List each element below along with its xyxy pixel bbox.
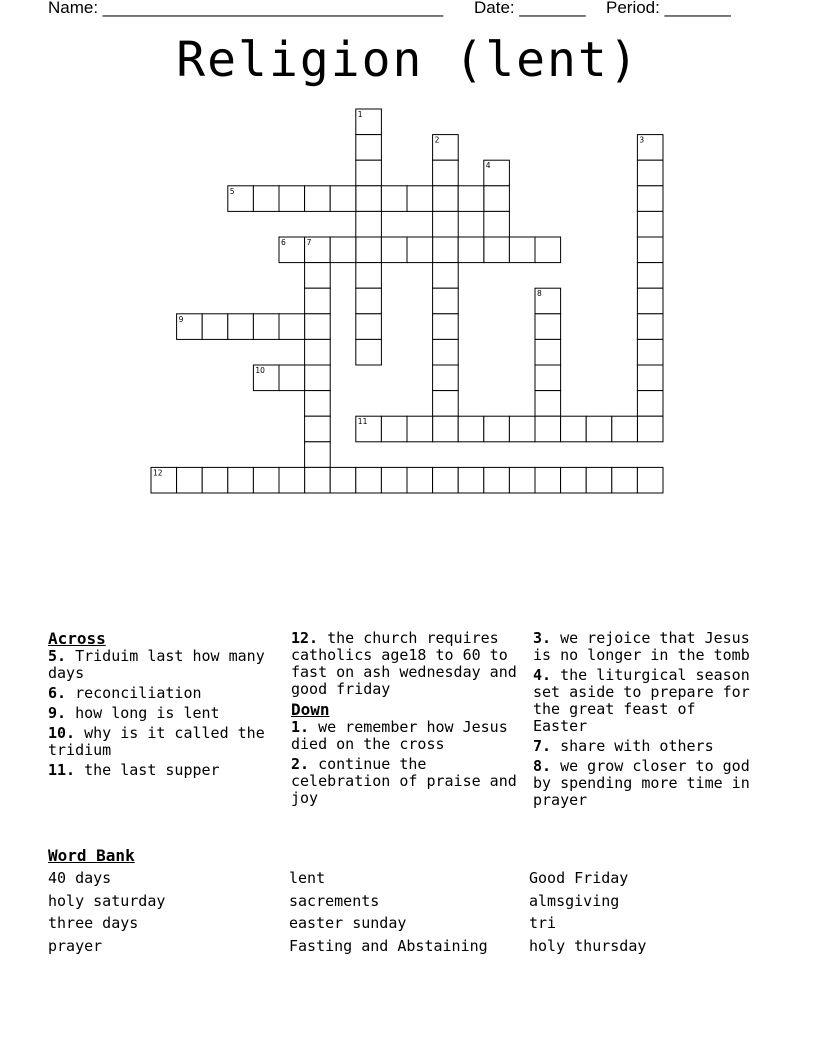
crossword-cell[interactable] — [381, 186, 407, 212]
crossword-cell[interactable] — [458, 416, 484, 442]
crossword-cell[interactable] — [535, 339, 561, 365]
clue-number: 11. — [48, 761, 76, 779]
clue-item — [291, 630, 525, 698]
word-bank-item: Fasting and Abstaining — [289, 937, 488, 956]
crossword-cell[interactable] — [228, 314, 254, 340]
crossword-cell[interactable] — [586, 467, 612, 493]
clue-text: why is it called the tridium — [48, 724, 265, 759]
crossword-cell[interactable] — [433, 467, 459, 493]
clue-number: 4. — [533, 666, 552, 684]
clue-item — [48, 648, 273, 682]
crossword-cell[interactable] — [356, 211, 382, 237]
crossword-cell[interactable] — [433, 288, 459, 314]
crossword-cell[interactable] — [637, 237, 663, 263]
crossword-cell[interactable] — [637, 160, 663, 186]
crossword-cell[interactable] — [637, 365, 663, 391]
clue-column-2 — [291, 630, 525, 810]
crossword-cell[interactable] — [612, 416, 638, 442]
crossword-cell[interactable] — [356, 288, 382, 314]
crossword-cell[interactable] — [637, 314, 663, 340]
crossword-cell[interactable] — [535, 416, 561, 442]
down-heading: Down — [291, 700, 330, 719]
crossword-cell[interactable] — [637, 211, 663, 237]
clue-item — [291, 756, 525, 807]
crossword-cell[interactable] — [535, 314, 561, 340]
crossword-cell[interactable] — [253, 186, 279, 212]
crossword-cell[interactable] — [407, 416, 433, 442]
clue-text: the liturgical season set aside to prepare for the great feast of Easter — [533, 666, 750, 735]
clue-text: Triduim last how many days — [48, 647, 265, 682]
date-field-label: Date: _______ — [474, 0, 586, 17]
crossword-cell[interactable] — [356, 186, 382, 212]
word-bank-item: lent — [289, 869, 326, 887]
crossword-cell[interactable] — [433, 314, 459, 340]
clue-number: 6. — [48, 684, 67, 702]
crossword-cell[interactable] — [202, 467, 228, 493]
crossword-cell[interactable] — [637, 339, 663, 365]
crossword-cell[interactable] — [253, 467, 279, 493]
crossword-cell[interactable] — [177, 467, 203, 493]
clue-number-label: 4 — [485, 161, 491, 171]
crossword-cell[interactable] — [433, 391, 459, 417]
clue-text: we remember how Jesus died on the cross — [291, 718, 508, 753]
crossword-cell[interactable] — [637, 186, 663, 212]
crossword-cell[interactable] — [305, 186, 331, 212]
crossword-cell[interactable] — [305, 288, 331, 314]
crossword-cell[interactable] — [253, 314, 279, 340]
crossword-cell[interactable] — [407, 467, 433, 493]
crossword-cell[interactable] — [356, 160, 382, 186]
clue-number-label: 6 — [281, 238, 286, 247]
crossword-cell[interactable] — [279, 314, 305, 340]
clue-column-1 — [48, 630, 273, 782]
clue-text: the last supper — [75, 761, 220, 779]
crossword-cell[interactable] — [356, 237, 382, 263]
clue-text: we rejoice that Jesus is no longer in the tomb — [533, 629, 750, 664]
clue-text: we grow closer to god by spending more time in prayer — [533, 757, 750, 809]
crossword-cell[interactable] — [356, 467, 382, 493]
crossword-cell[interactable] — [433, 339, 459, 365]
crossword-cell[interactable] — [381, 467, 407, 493]
crossword-cell[interactable] — [330, 467, 356, 493]
crossword-cell[interactable] — [433, 365, 459, 391]
word-bank-item: easter sunday — [289, 914, 407, 933]
crossword-cell[interactable] — [407, 186, 433, 212]
clue-text: how long is lent — [66, 704, 220, 722]
crossword-cell[interactable] — [509, 416, 535, 442]
crossword-cell[interactable] — [305, 391, 331, 417]
clue-number-label: 1 — [357, 110, 363, 119]
crossword-cell[interactable] — [202, 314, 228, 340]
crossword-cell[interactable] — [279, 186, 305, 212]
across-heading: Across — [48, 629, 106, 648]
clue-number: 12. — [291, 629, 319, 647]
clue-number: 5. — [48, 647, 67, 665]
clue-number-label: 11 — [357, 417, 368, 427]
crossword-cell[interactable] — [356, 263, 382, 289]
crossword-cell[interactable] — [509, 467, 535, 493]
crossword-cell[interactable] — [407, 237, 433, 263]
crossword-cell[interactable] — [228, 467, 254, 493]
crossword-cell[interactable] — [305, 314, 331, 340]
crossword-cell[interactable] — [433, 186, 459, 212]
crossword-cell[interactable] — [535, 467, 561, 493]
crossword-cell[interactable] — [637, 263, 663, 289]
crossword-cell[interactable] — [637, 416, 663, 442]
crossword-cell[interactable] — [484, 186, 510, 212]
crossword-cell[interactable] — [484, 416, 510, 442]
clue-number: 2. — [291, 755, 310, 773]
crossword-cell[interactable] — [637, 288, 663, 314]
crossword-cell[interactable] — [458, 467, 484, 493]
crossword-cell[interactable] — [356, 314, 382, 340]
crossword-cell[interactable] — [637, 467, 663, 493]
crossword-cell[interactable] — [330, 186, 356, 212]
crossword-cell[interactable] — [458, 186, 484, 212]
crossword-cell[interactable] — [484, 467, 510, 493]
clue-item — [291, 719, 525, 753]
clue-column-3 — [533, 630, 758, 812]
clue-number-label: 3 — [639, 135, 645, 145]
clue-number: 7. — [533, 737, 552, 755]
crossword-cell[interactable] — [433, 263, 459, 289]
word-bank-item: holy thursday — [529, 937, 647, 956]
crossword-cell[interactable] — [305, 339, 331, 365]
clue-number-label: 7 — [306, 238, 312, 247]
crossword-cell[interactable] — [535, 365, 561, 391]
page-title: Religion (lent) — [176, 32, 640, 88]
word-bank-item: Good Friday — [529, 869, 629, 887]
crossword-cell[interactable] — [535, 237, 561, 263]
crossword-cell[interactable] — [381, 416, 407, 442]
word-bank-heading: Word Bank — [48, 846, 135, 865]
clue-number-label: 2 — [434, 135, 440, 145]
crossword-cell[interactable] — [279, 467, 305, 493]
crossword-cell[interactable] — [356, 135, 382, 161]
crossword-cell[interactable] — [433, 211, 459, 237]
crossword-grid — [0, 0, 816, 520]
word-bank-item: prayer — [48, 937, 103, 956]
crossword-cell[interactable] — [637, 391, 663, 417]
clue-number: 8. — [533, 757, 552, 775]
crossword-cell[interactable] — [484, 237, 510, 263]
word-bank-item: almsgiving — [529, 891, 620, 910]
clue-text: continue the celebration of praise and joy — [291, 755, 517, 807]
clue-number-label: 9 — [178, 314, 184, 324]
crossword-cell[interactable] — [458, 237, 484, 263]
name-field-label: Name: ____________________________________ — [48, 0, 444, 17]
crossword-cell[interactable] — [279, 365, 305, 391]
crossword-cell[interactable] — [356, 339, 382, 365]
clue-item — [533, 667, 758, 735]
crossword-cell[interactable] — [305, 442, 331, 468]
clue-item — [533, 738, 758, 755]
clue-item — [533, 630, 758, 664]
crossword-cell[interactable] — [509, 237, 535, 263]
crossword-cell[interactable] — [305, 416, 331, 442]
crossword-cell[interactable] — [561, 416, 587, 442]
clue-item — [48, 705, 273, 722]
word-bank-column-2 — [289, 869, 488, 960]
clue-number: 9. — [48, 704, 67, 722]
crossword-cell[interactable] — [381, 237, 407, 263]
word-bank-item: 40 days — [48, 869, 112, 887]
clue-number: 3. — [533, 629, 552, 647]
crossword-cell[interactable] — [305, 365, 331, 391]
word-bank-item: sacrements — [289, 891, 380, 910]
clue-number-label: 8 — [537, 289, 542, 299]
clue-item — [533, 758, 758, 809]
clue-number: 10. — [48, 724, 76, 742]
clue-text: the church requires catholics age18 to 60 to fast on ash wednesday and good friday — [291, 629, 517, 698]
crossword-cell[interactable] — [305, 467, 331, 493]
crossword-cell[interactable] — [433, 416, 459, 442]
clue-text: reconciliation — [66, 684, 202, 702]
crossword-cell[interactable] — [535, 391, 561, 417]
crossword-cell[interactable] — [612, 467, 638, 493]
crossword-cell[interactable] — [561, 467, 587, 493]
clue-number-label: 12 — [153, 468, 163, 478]
clue-item — [48, 685, 273, 702]
word-bank-item: holy saturday — [48, 891, 166, 910]
word-bank-item: three days — [48, 914, 139, 933]
word-bank-column-1 — [48, 869, 165, 960]
crossword-cell[interactable] — [330, 237, 356, 263]
clue-number: 1. — [291, 718, 310, 736]
clue-text: share with others — [551, 737, 714, 755]
word-bank-column-3 — [529, 869, 646, 960]
clue-item — [48, 762, 273, 779]
crossword-cell[interactable] — [433, 160, 459, 186]
clue-number-label: 10 — [255, 366, 265, 375]
crossword-cell[interactable] — [305, 263, 331, 289]
crossword-cell[interactable] — [433, 237, 459, 263]
word-bank-item: tri — [529, 914, 557, 933]
crossword-cell[interactable] — [484, 211, 510, 237]
crossword-cell[interactable] — [586, 416, 612, 442]
clue-number-label: 5 — [229, 186, 235, 196]
clue-item — [48, 725, 273, 759]
period-field-label: Period: _______ — [606, 0, 731, 17]
